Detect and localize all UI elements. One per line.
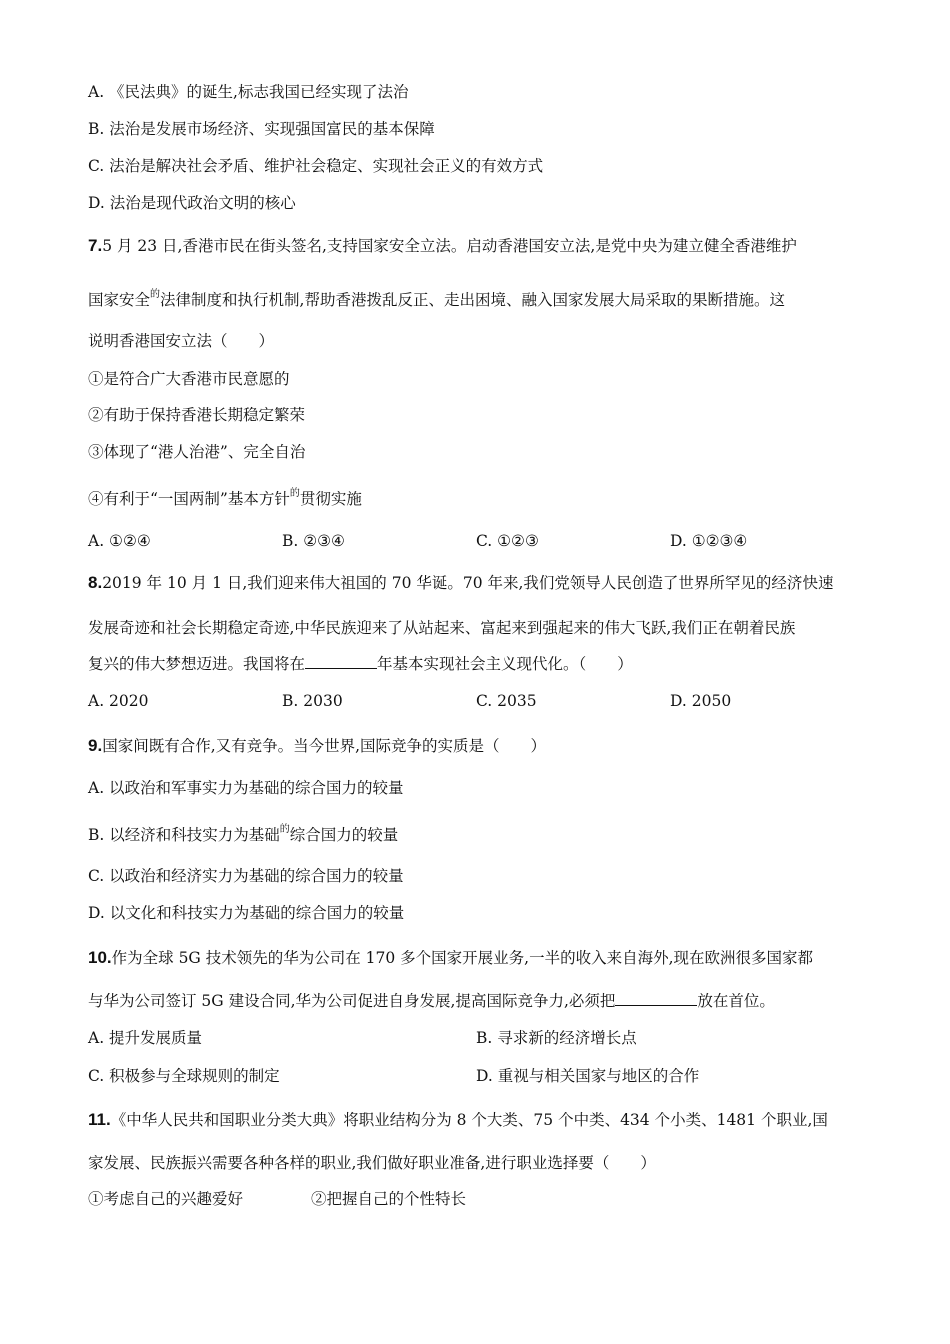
q7-stem-line2 (88, 290, 785, 313)
q7-stem-line1 (88, 236, 797, 256)
q9-number: 9. (88, 736, 103, 755)
q7-statement-1: ①是符合广大香港市民意愿的 (88, 370, 290, 388)
q7-statement-3: ③体现了“港人治港”、完全自治 (88, 443, 306, 461)
q8-text3a: 复兴的伟大梦想迈进。我国将在 (88, 655, 306, 673)
q7-s4a: ④有利于“一国两制”基本方针 (88, 490, 290, 508)
q10-text2b: 放在首位。 (697, 992, 775, 1010)
q8-option-b: B. 2030 (282, 692, 343, 710)
q8-stem-line3 (88, 654, 633, 674)
q9-option-b (88, 825, 398, 848)
q9-option-d: D. 以文化和科技实力为基础的综合国力的较量 (88, 904, 405, 922)
q9-b-text-b: 综合国力的较量 (289, 826, 399, 844)
q8-number: 8. (88, 573, 103, 592)
q9-sup: 的 (279, 824, 290, 835)
q8-answer-blank (305, 654, 377, 669)
q7-text2b: 法律制度和执行机制,帮助香港拨乱反正、走出困境、融入国家发展大局采取的果断措施。这 (160, 291, 785, 309)
q9-b-text-a: B. 以经济和科技实力为基础 (88, 826, 280, 844)
q7-option-c: C. ①②③ (476, 532, 539, 550)
q11-text1: 《中华人民共和国职业分类大典》将职业结构分为 8 个大类、75 个中类、434 个小类、1481 个职业,国 (110, 1111, 828, 1129)
q8-stem-line2: 发展奇迹和社会长期稳定奇迹,中华民族迎来了从站起来、富起来到强起来的伟大飞跃,我们正在朝着民族 (88, 619, 796, 637)
q10-stem-line2 (88, 991, 775, 1011)
q8-option-a: A. 2020 (88, 692, 149, 710)
q6-option-c: C. 法治是解决社会矛盾、维护社会稳定、实现社会正义的有效方式 (88, 157, 544, 175)
q10-stem-line1 (88, 948, 813, 968)
q7-option-b: B. ②③④ (282, 532, 345, 550)
q11-stem-line2: 家发展、民族振兴需要各种各样的职业,我们做好职业准备,进行职业选择要（ ） (88, 1154, 656, 1172)
q7-option-d: D. ①②③④ (670, 532, 748, 550)
q7-statement-4 (88, 489, 362, 512)
q9-option-a: A. 以政治和军事实力为基础的综合国力的较量 (88, 779, 404, 797)
q9-stem-line1 (88, 736, 546, 756)
q10-number: 10. (88, 948, 112, 967)
q9-option-c: C. 以政治和经济实力为基础的综合国力的较量 (88, 867, 404, 885)
q7-option-a: A. ①②④ (88, 532, 151, 550)
q7-s4b: 贯彻实施 (299, 490, 362, 508)
q7-number: 7. (88, 236, 103, 255)
q10-text1: 作为全球 5G 技术领先的华为公司在 170 多个国家开展业务,一半的收入来自海外,现在欧洲很多国家都 (111, 949, 814, 967)
q7-sup2: 的 (289, 488, 300, 499)
q11-statement-1: ①考虑自己的兴趣爱好 (88, 1190, 244, 1208)
q7-text1: 5 月 23 日,香港市民在街头签名,支持国家安全立法。启动香港国安立法,是党中央为建立健全香港维护 (102, 237, 797, 255)
q10-answer-blank (615, 991, 697, 1006)
q6-option-a: A. 《民法典》的诞生,标志我国已经实现了法治 (88, 83, 409, 101)
q6-option-d: D. 法治是现代政治文明的核心 (88, 194, 296, 212)
q10-option-d: D. 重视与相关国家与地区的合作 (476, 1067, 700, 1085)
q10-text2a: 与华为公司签订 5G 建设合同,华为公司促进自身发展,提高国际竞争力,必须把 (88, 992, 616, 1010)
q11-number: 11. (88, 1110, 111, 1129)
q7-stem-line3: 说明香港国安立法（ ） (88, 332, 275, 350)
q10-option-c: C. 积极参与全球规则的制定 (88, 1067, 280, 1085)
q7-statement-2: ②有助于保持香港长期稳定繁荣 (88, 406, 306, 424)
q8-option-d: D. 2050 (670, 692, 732, 710)
q8-option-c: C. 2035 (476, 692, 537, 710)
q10-option-b: B. 寻求新的经济增长点 (476, 1029, 637, 1047)
q8-stem-line1 (88, 573, 833, 593)
q8-text3b: 年基本实现社会主义现代化。（ ） (377, 655, 633, 673)
q7-text2a: 国家安全 (88, 291, 151, 309)
q6-option-b: B. 法治是发展市场经济、实现强国富民的基本保障 (88, 120, 435, 138)
q11-statement-2: ②把握自己的个性特长 (311, 1190, 467, 1208)
q8-text1: 2019 年 10 月 1 日,我们迎来伟大祖国的 70 华诞。70 年来,我们党领导人民创造了世界所罕见的经济快速 (102, 574, 834, 592)
q10-option-a: A. 提升发展质量 (88, 1029, 203, 1047)
q7-sup1: 的 (150, 289, 161, 300)
q9-text1: 国家间既有合作,又有竞争。当今世界,国际竞争的实质是（ ） (102, 737, 547, 755)
q11-stem-line1 (88, 1110, 828, 1130)
